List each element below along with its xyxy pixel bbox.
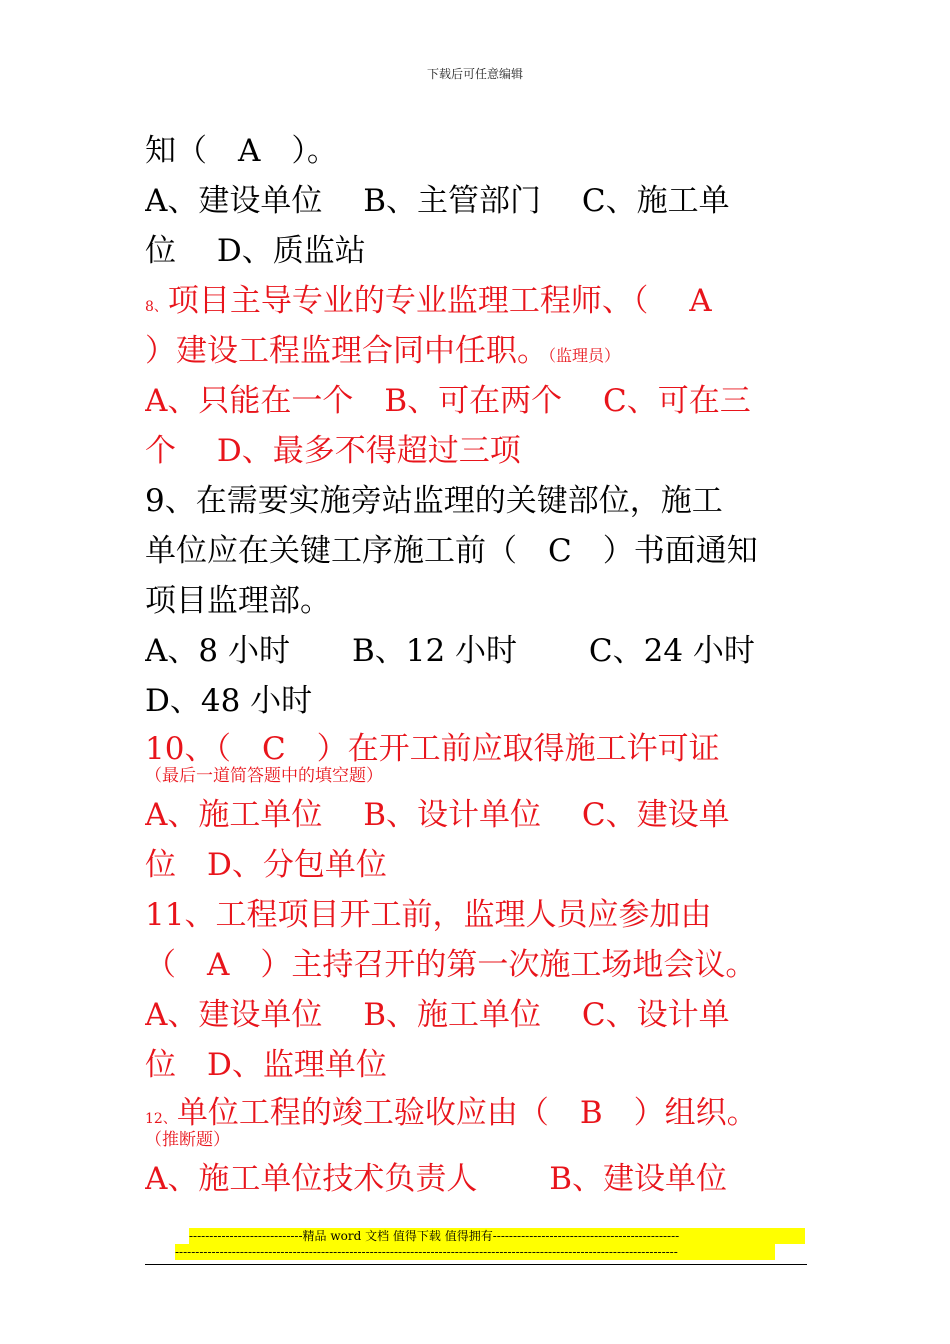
text-line: 位 D、质监站 [145,233,366,269]
page-header: 下载后可任意编辑 [426,67,523,81]
question-11: 11、工程项目开工前，监理人员应参加由 [145,897,712,933]
document-body [145,126,807,1204]
text-line: 单位应在关键工序施工前（ C ）书面通知 [145,533,758,569]
question-8 [145,276,807,326]
footer-rule [145,1264,807,1265]
question-9: 9、在需要实施旁站监理的关键部位，施工 [145,483,723,519]
question-note: （监理员） [548,346,621,365]
text-line: 个 D、最多不得超过三项 [145,433,521,469]
question-text: 项目主导专业的专业监理工程师、（ A [167,283,712,319]
question-note: （最后一道简答题中的填空题） [145,766,383,786]
text-line: A、8 小时 B、12 小时 C、24 小时 [145,633,755,669]
footer-banner: ----------------------------精品 word 文档 值得下载 值得拥有---------------------------------------------- [189,1228,805,1244]
text-line: A、建设单位 B、施工单位 C、设计单 [145,997,730,1033]
question-text: ）建设工程监理合同中任职。 [145,333,548,369]
text-line: 位 D、分包单位 [145,847,387,883]
text-line: 位 D、监理单位 [145,1047,387,1083]
text-line: A、施工单位 B、设计单位 C、建设单 [145,797,730,833]
question-10: 10、（ C ）在开工前应取得施工许可证 [145,731,720,764]
text-line: 项目监理部。 [145,583,331,619]
question-text: 单位工程的竣工验收应由（ B ）组织。 [176,1095,758,1128]
question-12 [145,1090,807,1128]
question-number: 12、 [145,1111,177,1127]
text-line [145,326,807,376]
text-line: A、只能在一个 B、可在两个 C、可在三 [145,383,751,419]
text-line: A、施工单位技术负责人 B、建设单位 [145,1161,728,1197]
text-line: D、48 小时 [145,683,313,719]
footer-dashes: ---------------------------------------------------------------------------------------------------------------------------- [175,1244,775,1260]
question-number: 8、 [145,299,168,315]
question-note: （推断题） [145,1130,230,1150]
page-footer [145,1228,807,1265]
text-line: 知（ A ）。 [145,133,338,169]
text-line: A、建设单位 B、主管部门 C、施工单 [145,183,730,219]
text-line: （ A ）主持召开的第一次施工场地会议。 [145,947,757,983]
